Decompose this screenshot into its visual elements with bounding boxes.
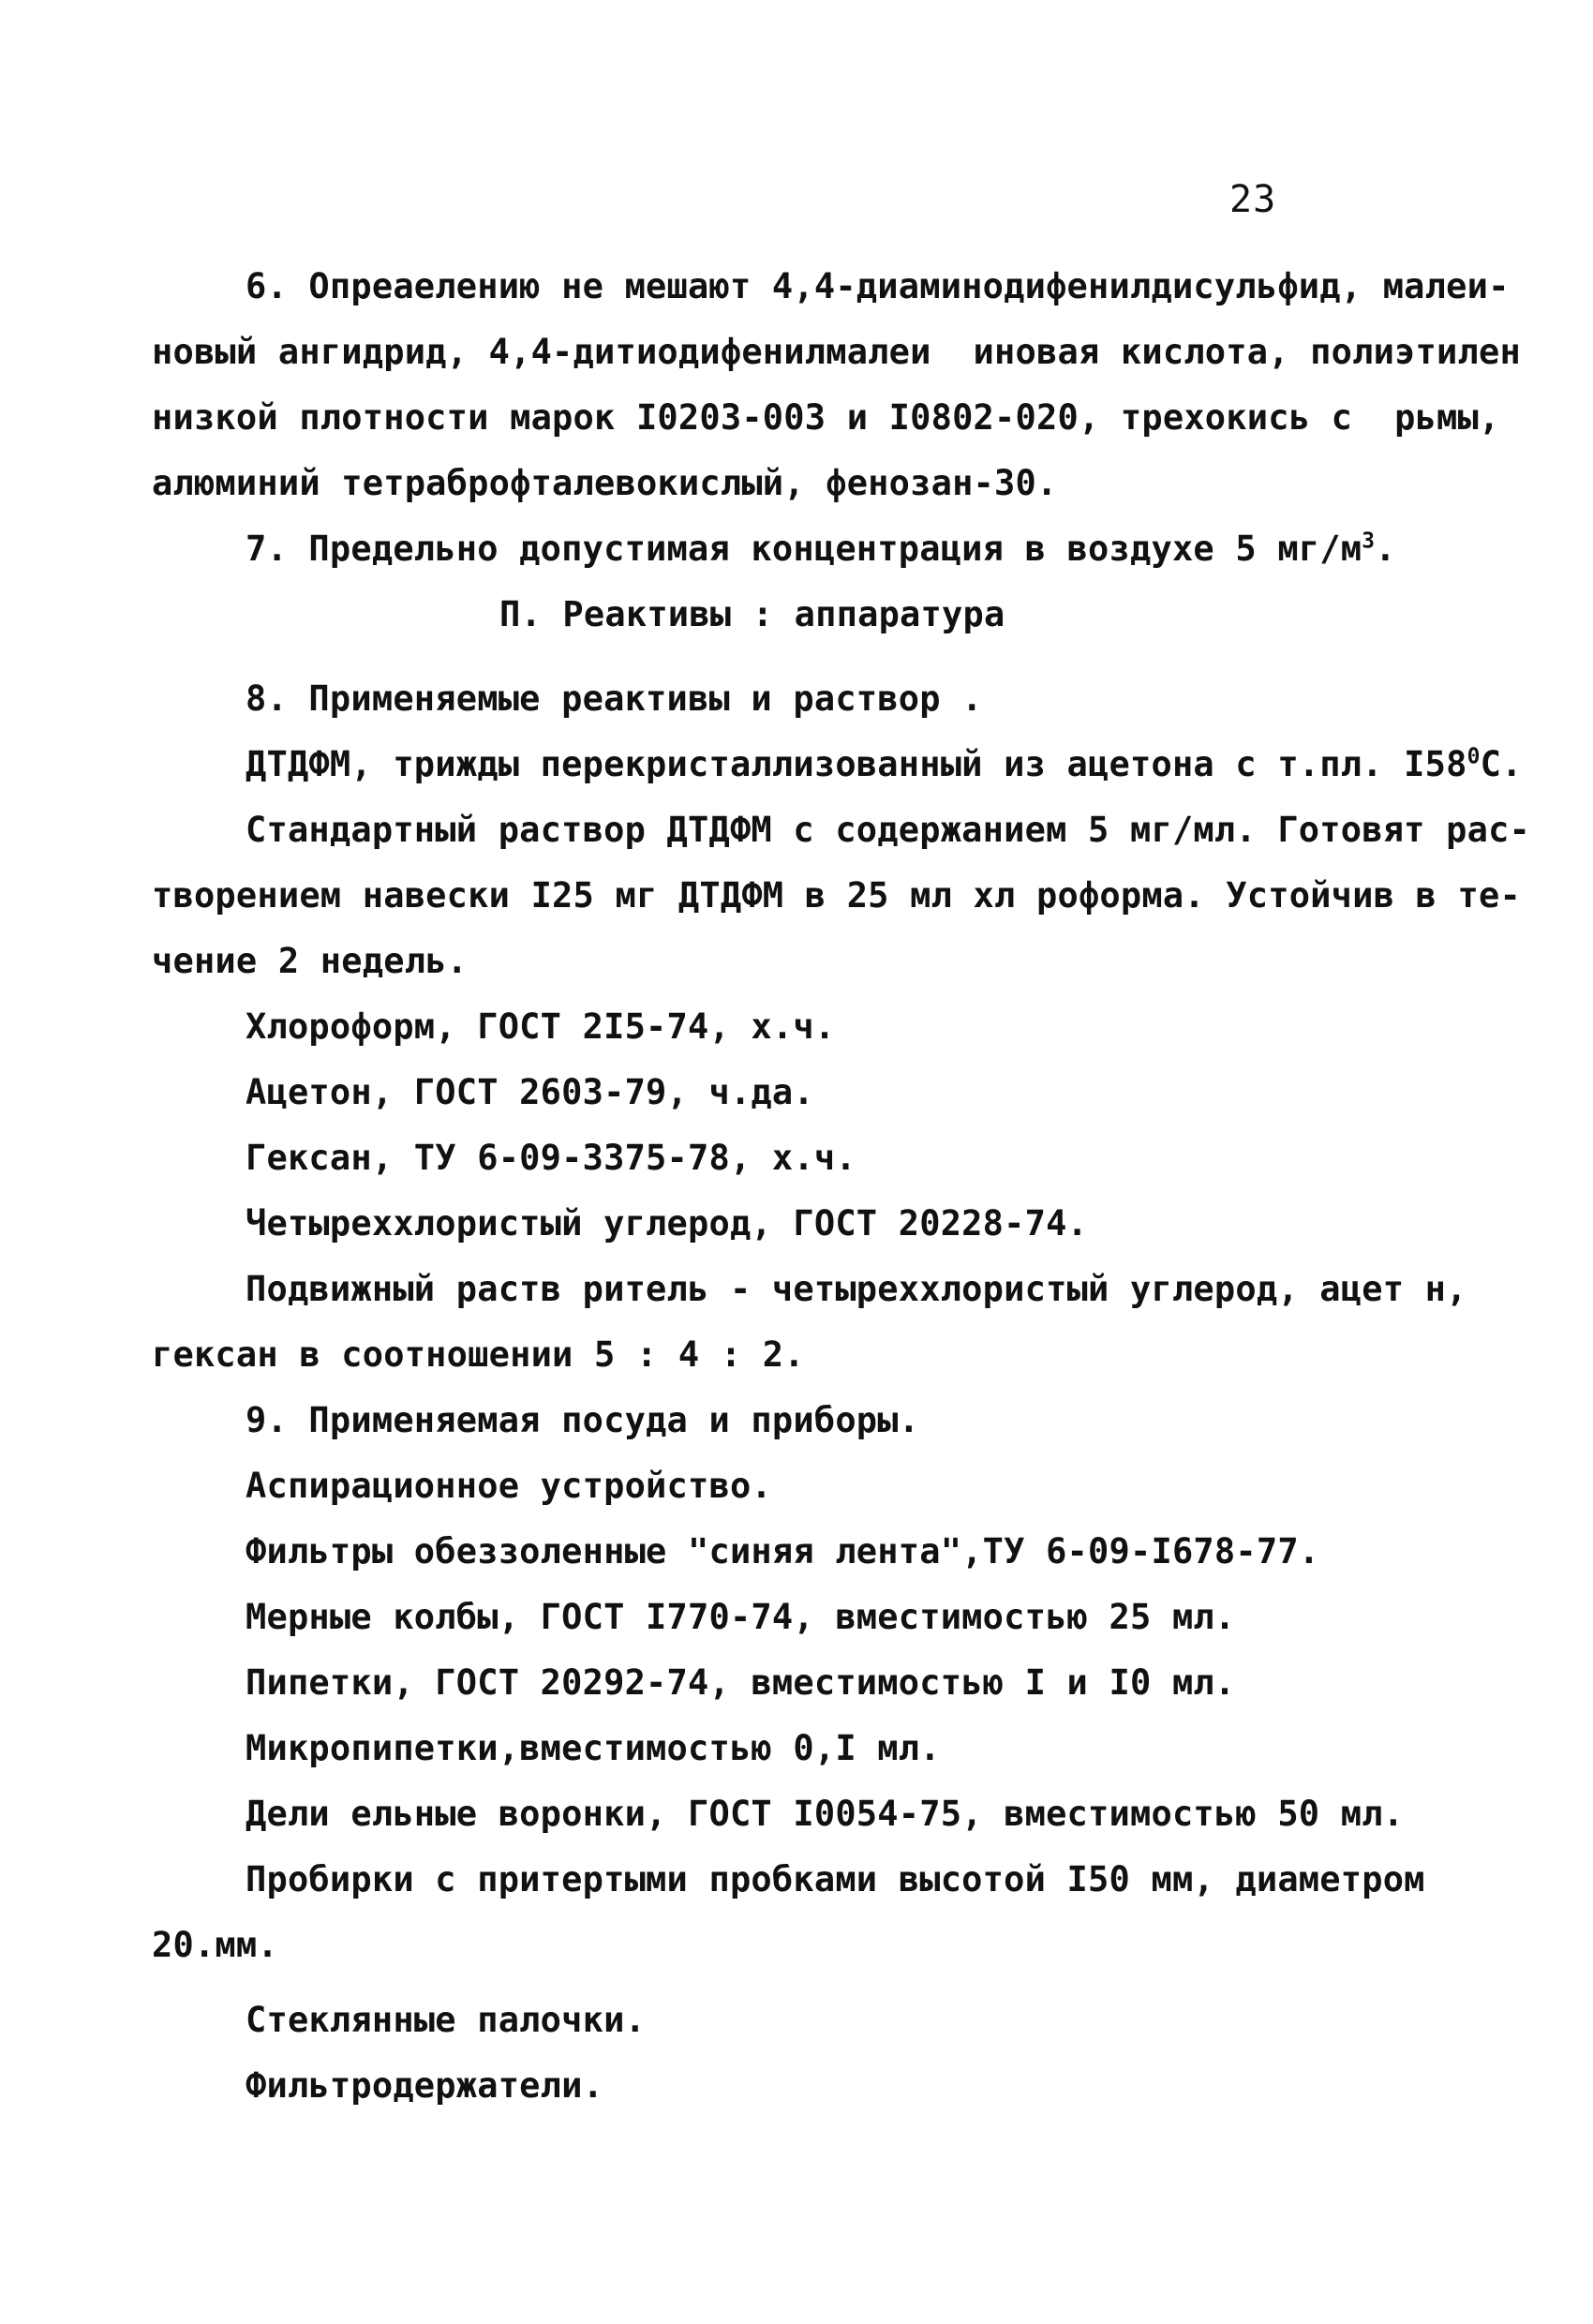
equipment-filters: Фильтры обеззоленные "синяя лента",ТУ 6-09-I678-77.	[246, 1531, 1320, 1572]
equipment-pipettes: Пипетки, ГОСТ 20292-74, вместимостью I и I0 мл.	[246, 1662, 1236, 1703]
mobile-solvent-line-2: гексан в соотношении 5 : 4 : 2.	[152, 1334, 805, 1375]
paragraph-6-line-1: 6. Опреаелению не мешают 4,4-диаминодифенилдисульфид, малеи-	[246, 266, 1510, 306]
paragraph-7-superscript: 3	[1362, 529, 1376, 554]
paragraph-9-title: 9. Применяемая посуда и приборы.	[246, 1400, 920, 1440]
paragraph-7-end: .	[1375, 529, 1396, 569]
reagent-acetone: Ацетон, ГОСТ 2603-79, ч.да.	[246, 1072, 814, 1112]
standard-solution-line-3: чение 2 недель.	[152, 941, 469, 981]
equipment-glass-rods: Стеклянные палочки.	[246, 2000, 647, 2040]
equipment-aspiration: Аспирационное устройство.	[246, 1466, 772, 1506]
reagent-hexane: Гексан, ТУ 6-09-3375-78, х.ч.	[246, 1138, 856, 1178]
standard-solution-line-1: Стандартный раствор ДТДФМ с содержанием 5 мг/мл. Готовят рас-	[246, 810, 1531, 850]
paragraph-7	[246, 527, 1396, 572]
equipment-test-tubes-line-1: Пробирки с притертыми пробками высотой I50 мм, диаметром	[246, 1859, 1425, 1899]
page-number: 23	[1229, 178, 1277, 221]
reagent-dtdfm	[246, 742, 1523, 787]
equipment-test-tubes-line-2: 20.мм.	[152, 1925, 278, 1965]
equipment-filter-holders: Фильтродержатели.	[246, 2065, 604, 2106]
reagent-carbon-tetrachloride: Четыреххлористый углерод, ГОСТ 20228-74.	[246, 1203, 1089, 1244]
reagent-chloroform: Хлороформ, ГОСТ 2I5-74, х.ч.	[246, 1006, 836, 1047]
equipment-flasks: Мерные колбы, ГОСТ I770-74, вместимостью 25 мл.	[246, 1597, 1236, 1637]
paragraph-7-text: 7. Предельно допустимая концентрация в воздухе 5 мг/м	[246, 529, 1362, 569]
reagent-dtdfm-text: ДТДФМ, трижды перекристаллизованный из ацетона с т.пл. I58	[246, 744, 1467, 784]
paragraph-6-line-4: алюминий тетраброфталевокислый, фенозан-30.	[152, 463, 1058, 503]
equipment-funnels: Дели ельные воронки, ГОСТ I0054-75, вместимостью 50 мл.	[246, 1794, 1405, 1834]
paragraph-8-title: 8. Применяемые реактивы и раствор .	[246, 678, 983, 719]
degree-superscript: 0	[1466, 744, 1481, 769]
equipment-micropipettes: Микропипетки,вместимостью 0,I мл.	[246, 1728, 941, 1768]
reagent-dtdfm-end: С.	[1480, 744, 1523, 784]
mobile-solvent-line-1: Подвижный раств ритель - четыреххлористый углерод, ацет н,	[246, 1269, 1467, 1309]
standard-solution-line-2: творением навески I25 мг ДТДФМ в 25 мл хл роформа. Устойчив в те-	[152, 875, 1521, 916]
section-heading: П. Реактивы : аппаратура	[499, 594, 1005, 634]
paragraph-6-line-3: низкой плотности марок I0203-003 и I0802-020, трехокись с рьмы,	[152, 397, 1500, 438]
paragraph-6-line-2: новый ангидрид, 4,4-дитиодифенилмалеи иновая кислота, полиэтилен	[152, 332, 1521, 372]
